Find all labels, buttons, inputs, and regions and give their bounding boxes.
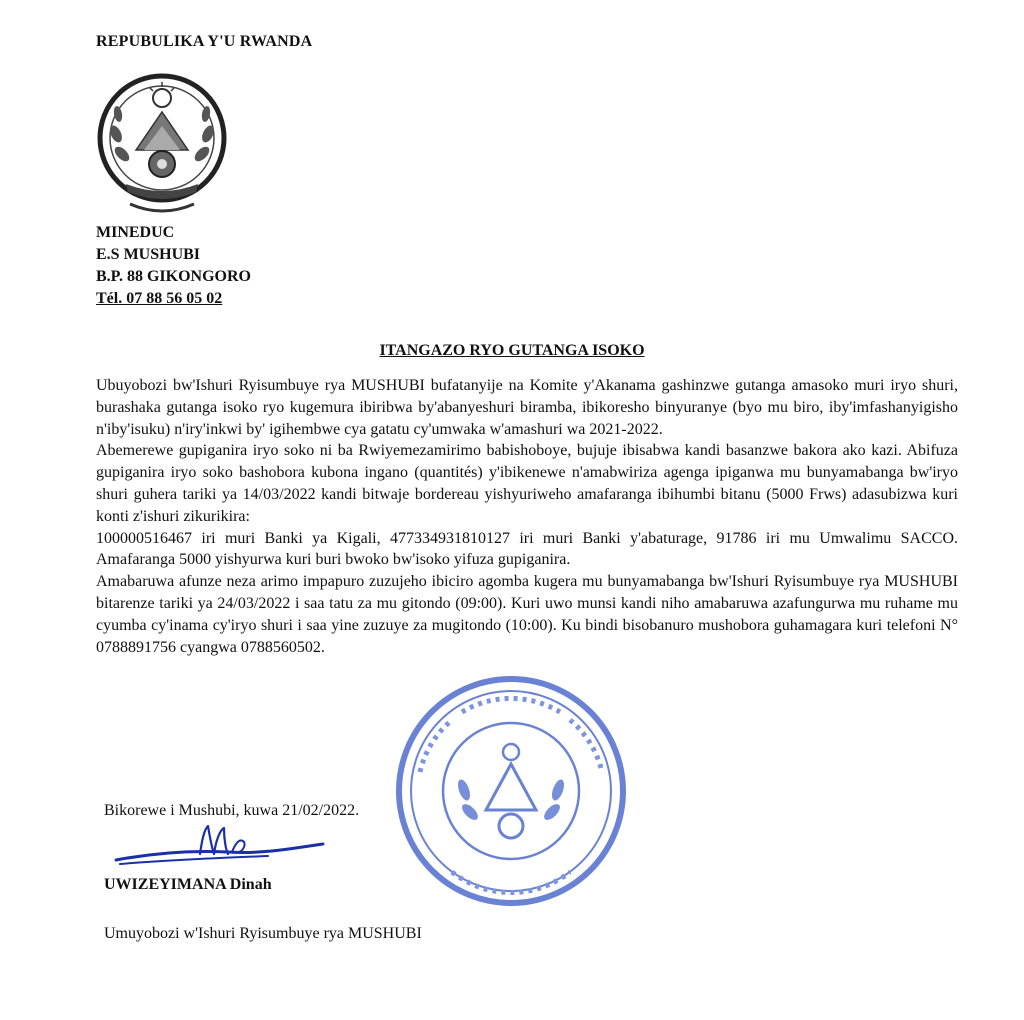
- ministry-name: MINEDUC: [96, 224, 175, 241]
- republic-heading: REPUBULIKA Y'U RWANDA: [96, 33, 313, 50]
- signature-icon: [108, 820, 338, 878]
- paragraph-eligibility: Abemerewe gupiganira iryo soko ni ba Rwiyemezamirimo babishoboye, bujuje ibisabwa kandi basanzwe bakora ako kazi. Abifuza gupiganira iryo soko bashobora kubona ingano (quantités) y'ibikenewe n'amabwiriza agenga ipiganwa mu bunyamabanga bw'iryo shuri guhera tariki ya 14/03/2022 kandi bitwaje bordereau yishyuriweho amafaranga ibihumbi bitanu (5000 Frws) adasubizwa kuri konti z'ishuri zikurikira:: [96, 442, 958, 525]
- telephone: Tél. 07 88 56 05 02: [96, 290, 223, 307]
- signoff-place-date: Bikorewe i Mushubi, kuwa 21/02/2022.: [104, 802, 360, 819]
- coat-of-arms-icon: [96, 72, 228, 222]
- notice-body: [96, 375, 958, 658]
- paragraph-submission: Amabaruwa afunze neza arimo impapuro zuzujeho ibiciro agomba kugera mu bunyamabanga bw'Ishuri Ryisumbuye rya MUSHUBI bitarenze tariki ya 24/03/2022 i saa tatu za mu gitondo (09:00). Kuri uwo munsi kandi niho amabaruwa azafungurwa mu ruhame mu cyumba cy'inama cy'iryo shuri i saa yine zuzuye za mugitondo (10:00). Ku bindi bisobanuro mushobora guhamagara kuri telefoni N° 0788891756 cyangwa 0788560502.: [96, 573, 958, 656]
- postal-address: B.P. 88 GIKONGORO: [96, 268, 251, 285]
- paragraph-bank-accounts: 100000516467 iri muri Banki ya Kigali, 477334931810127 iri muri Banki y'abaturage, 91786 iri mu Umwalimu SACCO. Amafaranga 5000 yishyurwa kuri buri bwoko bw'isoko yifuza gupiganira.: [96, 529, 958, 569]
- signer-role: Umuyobozi w'Ishuri Ryisumbuye rya MUSHUBI: [104, 925, 422, 942]
- school-name: E.S MUSHUBI: [96, 246, 201, 263]
- signer-name: UWIZEYIMANA Dinah: [104, 876, 272, 893]
- school-stamp-icon: [392, 672, 630, 910]
- school-header: [96, 222, 251, 310]
- notice-title: ITANGAZO RYO GUTANGA ISOKO: [379, 342, 645, 359]
- paragraph-intro: Ubuyobozi bw'Ishuri Ryisumbuye rya MUSHUBI bufatanyije na Komite y'Akanama gashinzwe gutanga amasoko muri iryo shuri, burashaka gutanga isoko ryo kugemura ibiribwa by'abanyeshuri biramba, ibikoresho binyuranye (byo mu biro, iby'imfashanyigisho n'iby'isuku) n'iry'inkwi by' igihembwe cya gatatu cy'umwaka w'amashuri wa 2021-2022.: [96, 377, 958, 438]
